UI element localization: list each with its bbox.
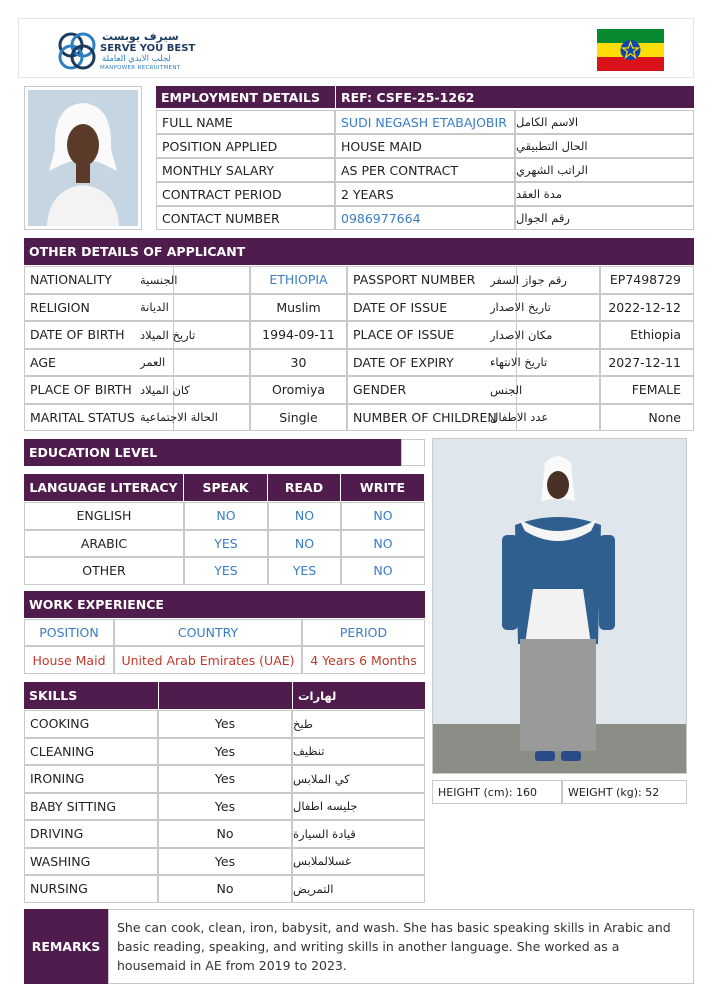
- other-label: PLACE OF ISSUE: [347, 321, 517, 349]
- skill-name: WASHING: [24, 848, 158, 876]
- other-label: PASSPORT NUMBER: [347, 266, 517, 294]
- work-header-1: COUNTRY: [114, 619, 302, 646]
- skill-name: NURSING: [24, 875, 158, 903]
- remarks-label: REMARKS: [24, 909, 108, 984]
- skill-name: CLEANING: [24, 738, 158, 766]
- company-logo: [56, 30, 206, 74]
- language-header-1: SPEAK: [184, 474, 268, 501]
- language-cell-write: NO: [341, 557, 425, 585]
- language-cell-lang: OTHER: [24, 557, 184, 585]
- work-cell-position: House Maid: [24, 646, 114, 674]
- other-label: PLACE OF BIRTH: [24, 376, 174, 404]
- profile-photo: [24, 86, 142, 230]
- employment-label: MONTHLY SALARY: [156, 158, 335, 182]
- other-value: 2022-12-12: [600, 294, 694, 322]
- other-label-ar: تاريخ الانتهاء: [490, 349, 600, 377]
- full-body-photo: [432, 438, 687, 774]
- ref-number: [335, 86, 694, 108]
- other-value: 1994-09-11: [250, 321, 347, 349]
- education-header: EDUCATION LEVEL: [24, 439, 401, 466]
- employment-label: CONTACT NUMBER: [156, 206, 335, 230]
- skill-name: COOKING: [24, 710, 158, 738]
- other-value: Single: [250, 404, 347, 432]
- skill-name-ar: تنظيف: [292, 738, 425, 766]
- other-label-ar: الحالة الاجتماعية: [140, 404, 250, 432]
- other-label-ar: مكان الاصدار: [490, 321, 600, 349]
- logo-sub-english: MANPOWER RECRUITMENT: [100, 65, 181, 71]
- skill-name: BABY SITTING: [24, 793, 158, 821]
- skill-value: Yes: [158, 848, 292, 876]
- language-cell-write: NO: [341, 530, 425, 558]
- other-details-header: OTHER DETAILS OF APPLICANT: [24, 238, 694, 265]
- employment-label-ar: مدة العقد: [515, 182, 694, 206]
- language-cell-speak: YES: [184, 530, 268, 558]
- employment-header: EMPLOYMENT DETAILS: [156, 86, 335, 108]
- language-cell-read: NO: [268, 530, 341, 558]
- employment-label-ar: الاسم الكامل: [515, 110, 694, 134]
- other-value: 30: [250, 349, 347, 377]
- language-cell-read: NO: [268, 502, 341, 530]
- skill-value: Yes: [158, 765, 292, 793]
- other-value: ETHIOPIA: [250, 266, 347, 294]
- employment-label: FULL NAME: [156, 110, 335, 134]
- other-label: AGE: [24, 349, 174, 377]
- skills-header-blank: [158, 682, 292, 709]
- employment-label-ar: رقم الجوال: [515, 206, 694, 230]
- work-cell-period: 4 Years 6 Months: [302, 646, 425, 674]
- ethiopia-flag-icon: [597, 29, 664, 71]
- employment-value: 2 YEARS: [335, 182, 515, 206]
- skills-header: SKILLS: [24, 682, 158, 709]
- other-value: Muslim: [250, 294, 347, 322]
- other-value: EP7498729: [600, 266, 694, 294]
- other-label: NUMBER OF CHILDREN: [347, 404, 517, 432]
- other-label-ar: رقم جواز السفر: [490, 266, 600, 294]
- education-value: [401, 439, 425, 466]
- skill-value: Yes: [158, 738, 292, 766]
- other-label-ar: تاريخ الاصدار: [490, 294, 600, 322]
- ref-number-text: REF: CSFE-25-1262: [341, 89, 475, 105]
- skill-value: No: [158, 820, 292, 848]
- employment-label-ar: الحال التطبيقي: [515, 134, 694, 158]
- language-cell-write: NO: [341, 502, 425, 530]
- skill-name-ar: جليسه اطفال: [292, 793, 425, 821]
- employment-value: 0986977664: [335, 206, 515, 230]
- height-value: HEIGHT (cm): 160: [432, 780, 562, 804]
- other-value: 2027-12-11: [600, 349, 694, 377]
- other-label-ar: العمر: [140, 349, 250, 377]
- skill-name-ar: كي الملابس: [292, 765, 425, 793]
- skill-value: No: [158, 875, 292, 903]
- skills-header-ar: لهارات: [292, 682, 425, 709]
- other-label: DATE OF EXPIRY: [347, 349, 517, 377]
- remarks-text: She can cook, clean, iron, babysit, and wash. She has basic speaking skills in Arabic and basic reading, speaking, and writing skills in another language. She worked as a housemaid in AE from 2019 to 2023.: [108, 909, 694, 984]
- other-label: MARITAL STATUS: [24, 404, 174, 432]
- skill-name-ar: قيادة السيارة: [292, 820, 425, 848]
- skill-name: DRIVING: [24, 820, 158, 848]
- other-value: FEMALE: [600, 376, 694, 404]
- skill-value: Yes: [158, 793, 292, 821]
- language-cell-lang: ENGLISH: [24, 502, 184, 530]
- work-header-0: POSITION: [24, 619, 114, 646]
- other-value: Oromiya: [250, 376, 347, 404]
- other-label-ar: تاريخ الميلاد: [140, 321, 250, 349]
- logo-arabic: سيرف يوبست: [102, 30, 179, 43]
- weight-value: WEIGHT (kg): 52: [562, 780, 687, 804]
- skill-value: Yes: [158, 710, 292, 738]
- employment-label: CONTRACT PERIOD: [156, 182, 335, 206]
- other-label-ar: عدد الاطفال: [490, 404, 600, 432]
- skill-name-ar: غسلالملابس: [292, 848, 425, 876]
- other-value: None: [600, 404, 694, 432]
- work-cell-country: United Arab Emirates (UAE): [114, 646, 302, 674]
- skill-name-ar: التمريض: [292, 875, 425, 903]
- other-label: GENDER: [347, 376, 517, 404]
- employment-value: SUDI NEGASH ETABAJOBIR: [335, 110, 515, 134]
- language-header-0: LANGUAGE LITERACY: [24, 474, 184, 501]
- employment-label: POSITION APPLIED: [156, 134, 335, 158]
- language-cell-speak: YES: [184, 557, 268, 585]
- logo-rings-icon: [56, 30, 98, 72]
- logo-sub-arabic: لجلب الايدي العاملة: [102, 54, 171, 64]
- employment-value: HOUSE MAID: [335, 134, 515, 158]
- other-label-ar: الجنس: [490, 376, 600, 404]
- other-label-ar: الجنسية: [140, 266, 250, 294]
- language-header-2: READ: [268, 474, 341, 501]
- other-label: RELIGION: [24, 294, 174, 322]
- language-cell-speak: NO: [184, 502, 268, 530]
- employment-label-ar: الراتب الشهري: [515, 158, 694, 182]
- other-label-ar: كان الميلاد: [140, 376, 250, 404]
- work-header-2: PERIOD: [302, 619, 425, 646]
- work-header: WORK EXPERIENCE: [24, 591, 425, 618]
- employment-value: AS PER CONTRACT: [335, 158, 515, 182]
- other-label-ar: الديانة: [140, 294, 250, 322]
- language-cell-lang: ARABIC: [24, 530, 184, 558]
- language-header-3: WRITE: [341, 474, 425, 501]
- skill-name-ar: طبخ: [292, 710, 425, 738]
- other-label: NATIONALITY: [24, 266, 174, 294]
- skill-name: IRONING: [24, 765, 158, 793]
- other-label: DATE OF ISSUE: [347, 294, 517, 322]
- other-value: Ethiopia: [600, 321, 694, 349]
- other-label: DATE OF BIRTH: [24, 321, 174, 349]
- language-cell-read: YES: [268, 557, 341, 585]
- logo-english: SERVE YOU BEST: [100, 43, 196, 54]
